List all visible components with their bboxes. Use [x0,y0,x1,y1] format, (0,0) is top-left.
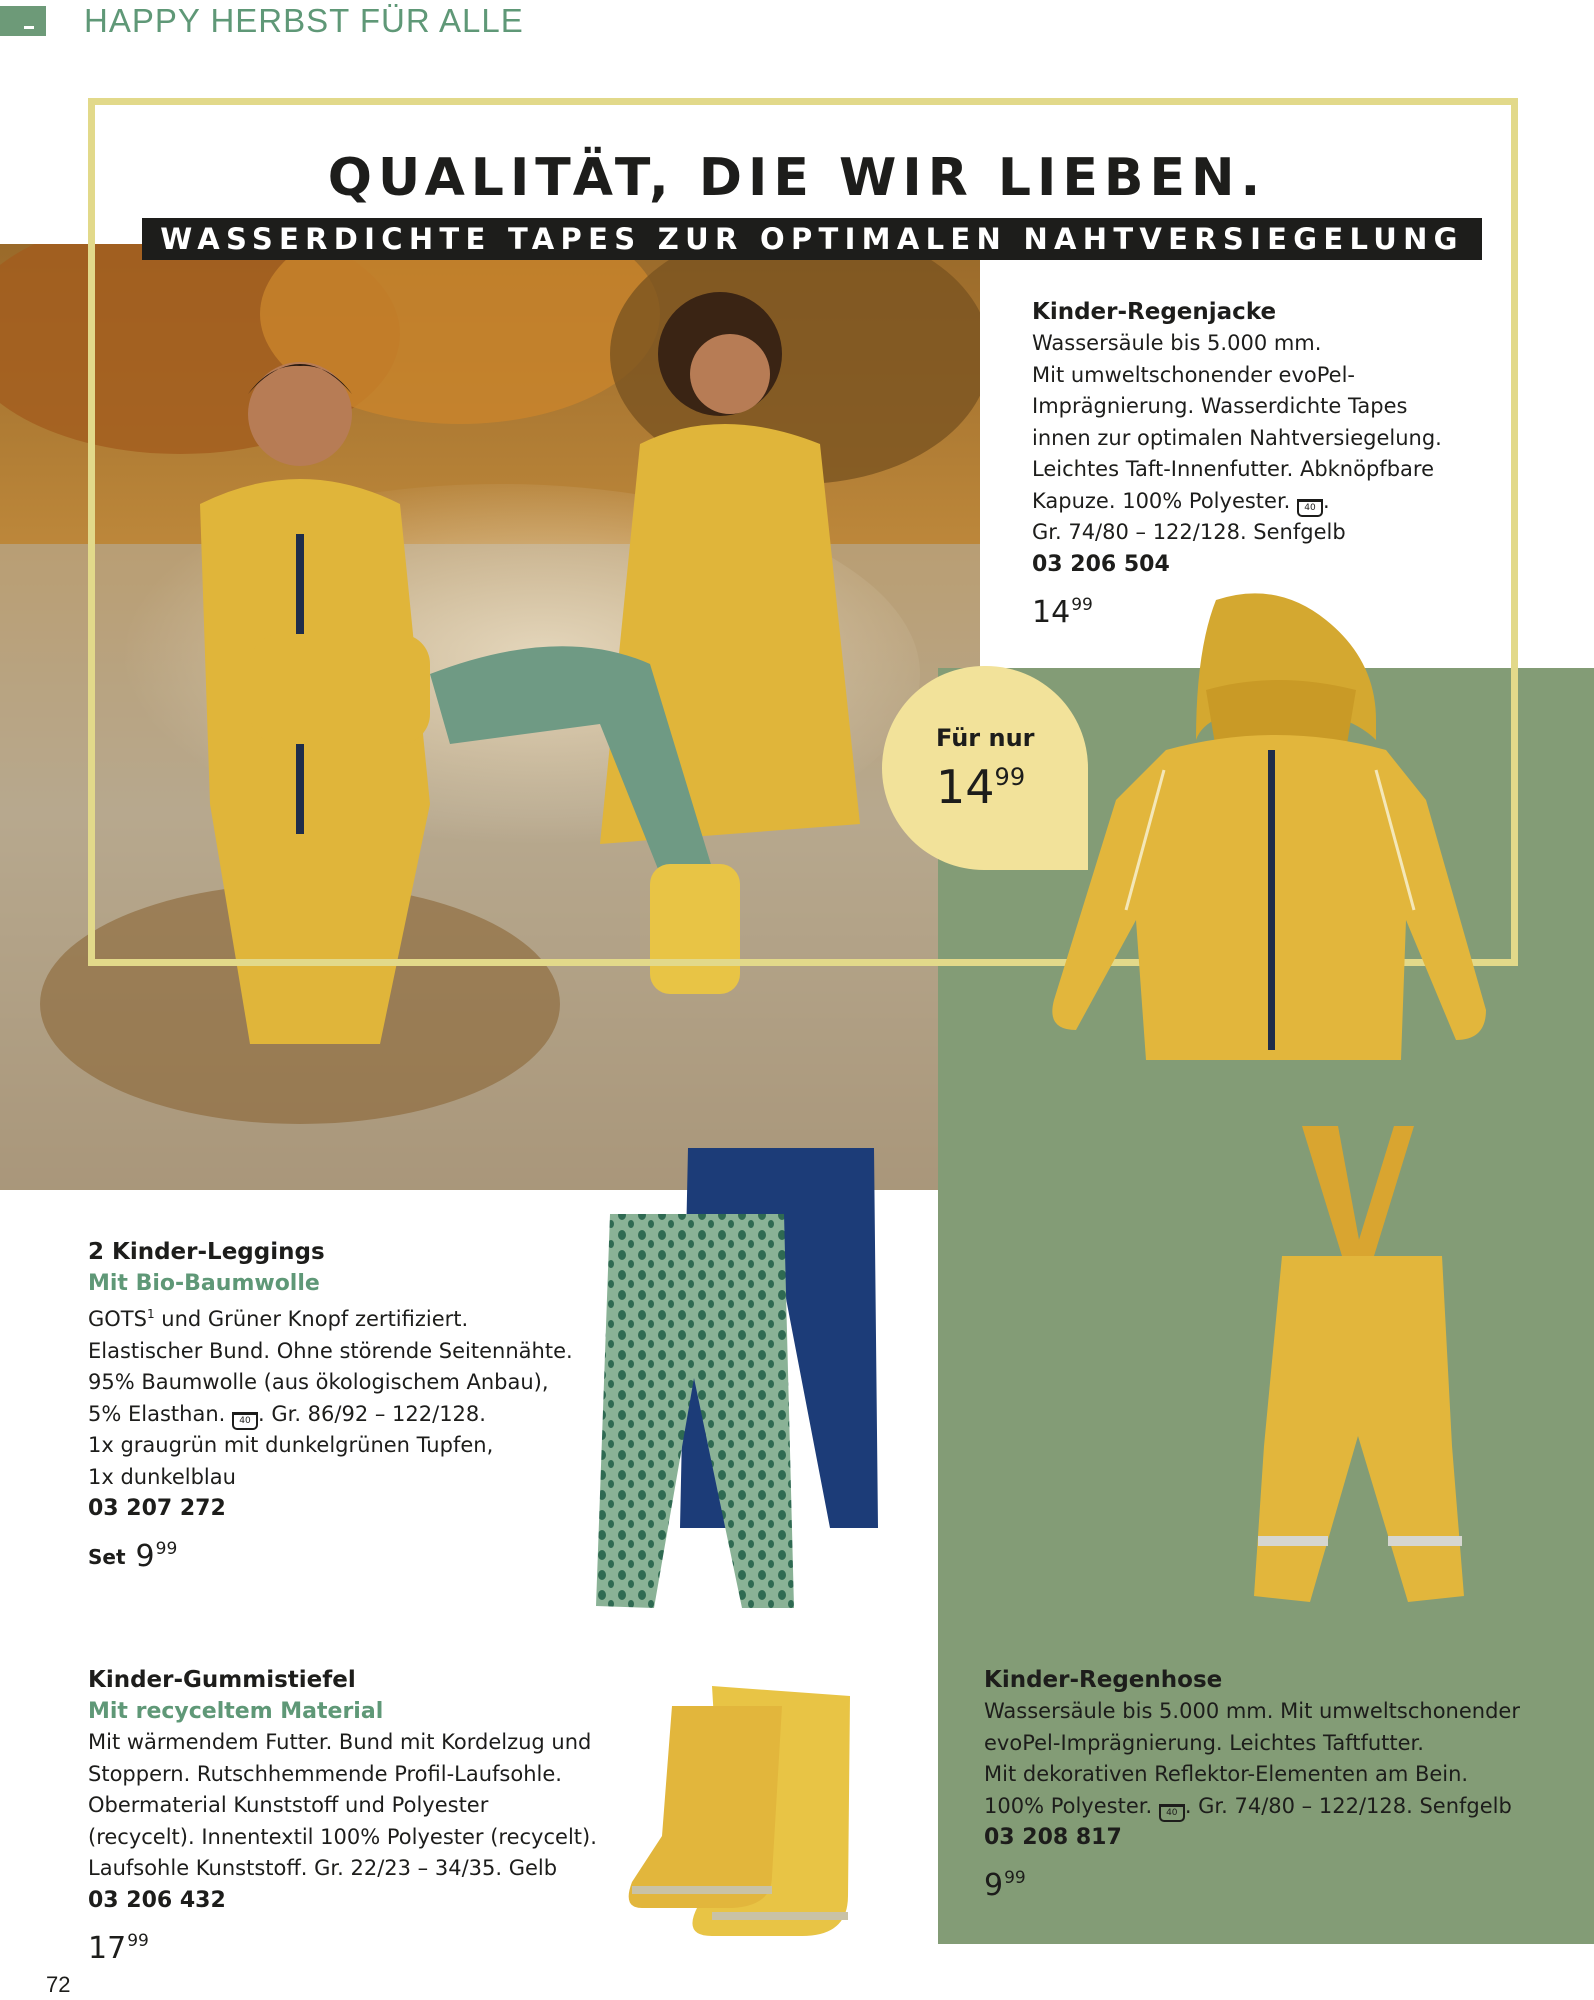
product-name: Kinder-Gummistiefel [88,1667,356,1693]
product-price: $9^{99}$ [984,1868,1026,1903]
subline-banner: WASSERDICHTE TAPES ZUR OPTIMALEN NAHTVERSIEGELUNG [142,218,1482,260]
washing-symbol-icon: 40 [232,1412,258,1430]
product-leggings [88,1236,608,1577]
product-regenhose [984,1664,1544,1906]
section-marker-stripe [24,26,34,29]
price-badge-label: Für nur [936,724,1035,752]
article-number: 03 206 432 [88,1887,226,1913]
product-price: $17^{99}$ [88,1930,149,1966]
product-description: Wassersäule bis 5.000 mm. Mit umweltschonender evoPel- Imprägnierung. Wasserdichte Tapes innen zur optimalen Nahtversiegelung. Leichtes Taft-Innenfutter. Abknöpfbare Kapuze. 100% Polyester. 40 . Gr. 74/80 – 122/128. Senfgelb [1032,331,1442,544]
product-name: Kinder-Regenjacke [1032,299,1277,325]
article-number: 03 206 504 [1032,551,1170,577]
product-regenjacke [1032,296,1532,633]
leggings-image [594,1148,884,1610]
product-description: Mit wärmendem Futter. Bund mit Kordelzug und Stoppern. Rutschhemmende Profil-Laufsohle. Obermaterial Kunststoff und Polyester (recycelt). Innentextil 100% Polyester (recycelt). Laufsohle Kunststoff. Gr. 22/23 – 34/35. Gelb [88,1730,597,1880]
hero-photo-kids-in-puddle [0,244,980,1190]
washing-symbol-icon: 40 [1159,1804,1185,1822]
product-price: $14^{99}$ [1032,594,1093,630]
product-price: Set $9^{99}$ [88,1539,178,1574]
page-number: 72 [46,1972,71,1997]
article-number: 03 207 272 [88,1496,226,1521]
rain-overalls-image [1242,1116,1474,1618]
section-marker [0,6,46,36]
product-gummistiefel [88,1664,608,1969]
price-badge-price: $14^{99}$ [936,760,1026,814]
product-name: Kinder-Regenhose [984,1667,1223,1693]
article-number: 03 208 817 [984,1825,1122,1850]
section-title: HAPPY HERBST FÜR ALLE [84,2,524,39]
product-subtitle: Mit recyceltem Material [88,1699,384,1724]
product-description: Wassersäule bis 5.000 mm. Mit umweltschonender evoPel-Imprägnierung. Leichtes Taftfutter. Mit dekorativen Reflektor-Elementen am Bein. 100% Polyester. 40 . Gr. 74/80 – 122/128. Senfgelb [984,1696,1544,1822]
washing-symbol-icon: 40 [1297,499,1323,517]
product-name: 2 Kinder-Leggings [88,1239,325,1265]
headline: QUALITÄT, DIE WIR LIEBEN. [327,148,1267,208]
rain-boots-image [622,1686,858,1946]
rain-jacket-image [1046,590,1492,1080]
product-subtitle: Mit Bio-Baumwolle [88,1271,320,1296]
product-description: GOTS$^1$ und Grüner Knopf zertifiziert. Elastischer Bund. Ohne störende Seitennähte. 95% Baumwolle (aus ökologischem Anbau), 5% Elasthan. 40 . Gr. 86/92 – 122/128. 1x graugrün mit dunkelgrünen Tupfen, 1x dunkelblau [88,1307,573,1489]
